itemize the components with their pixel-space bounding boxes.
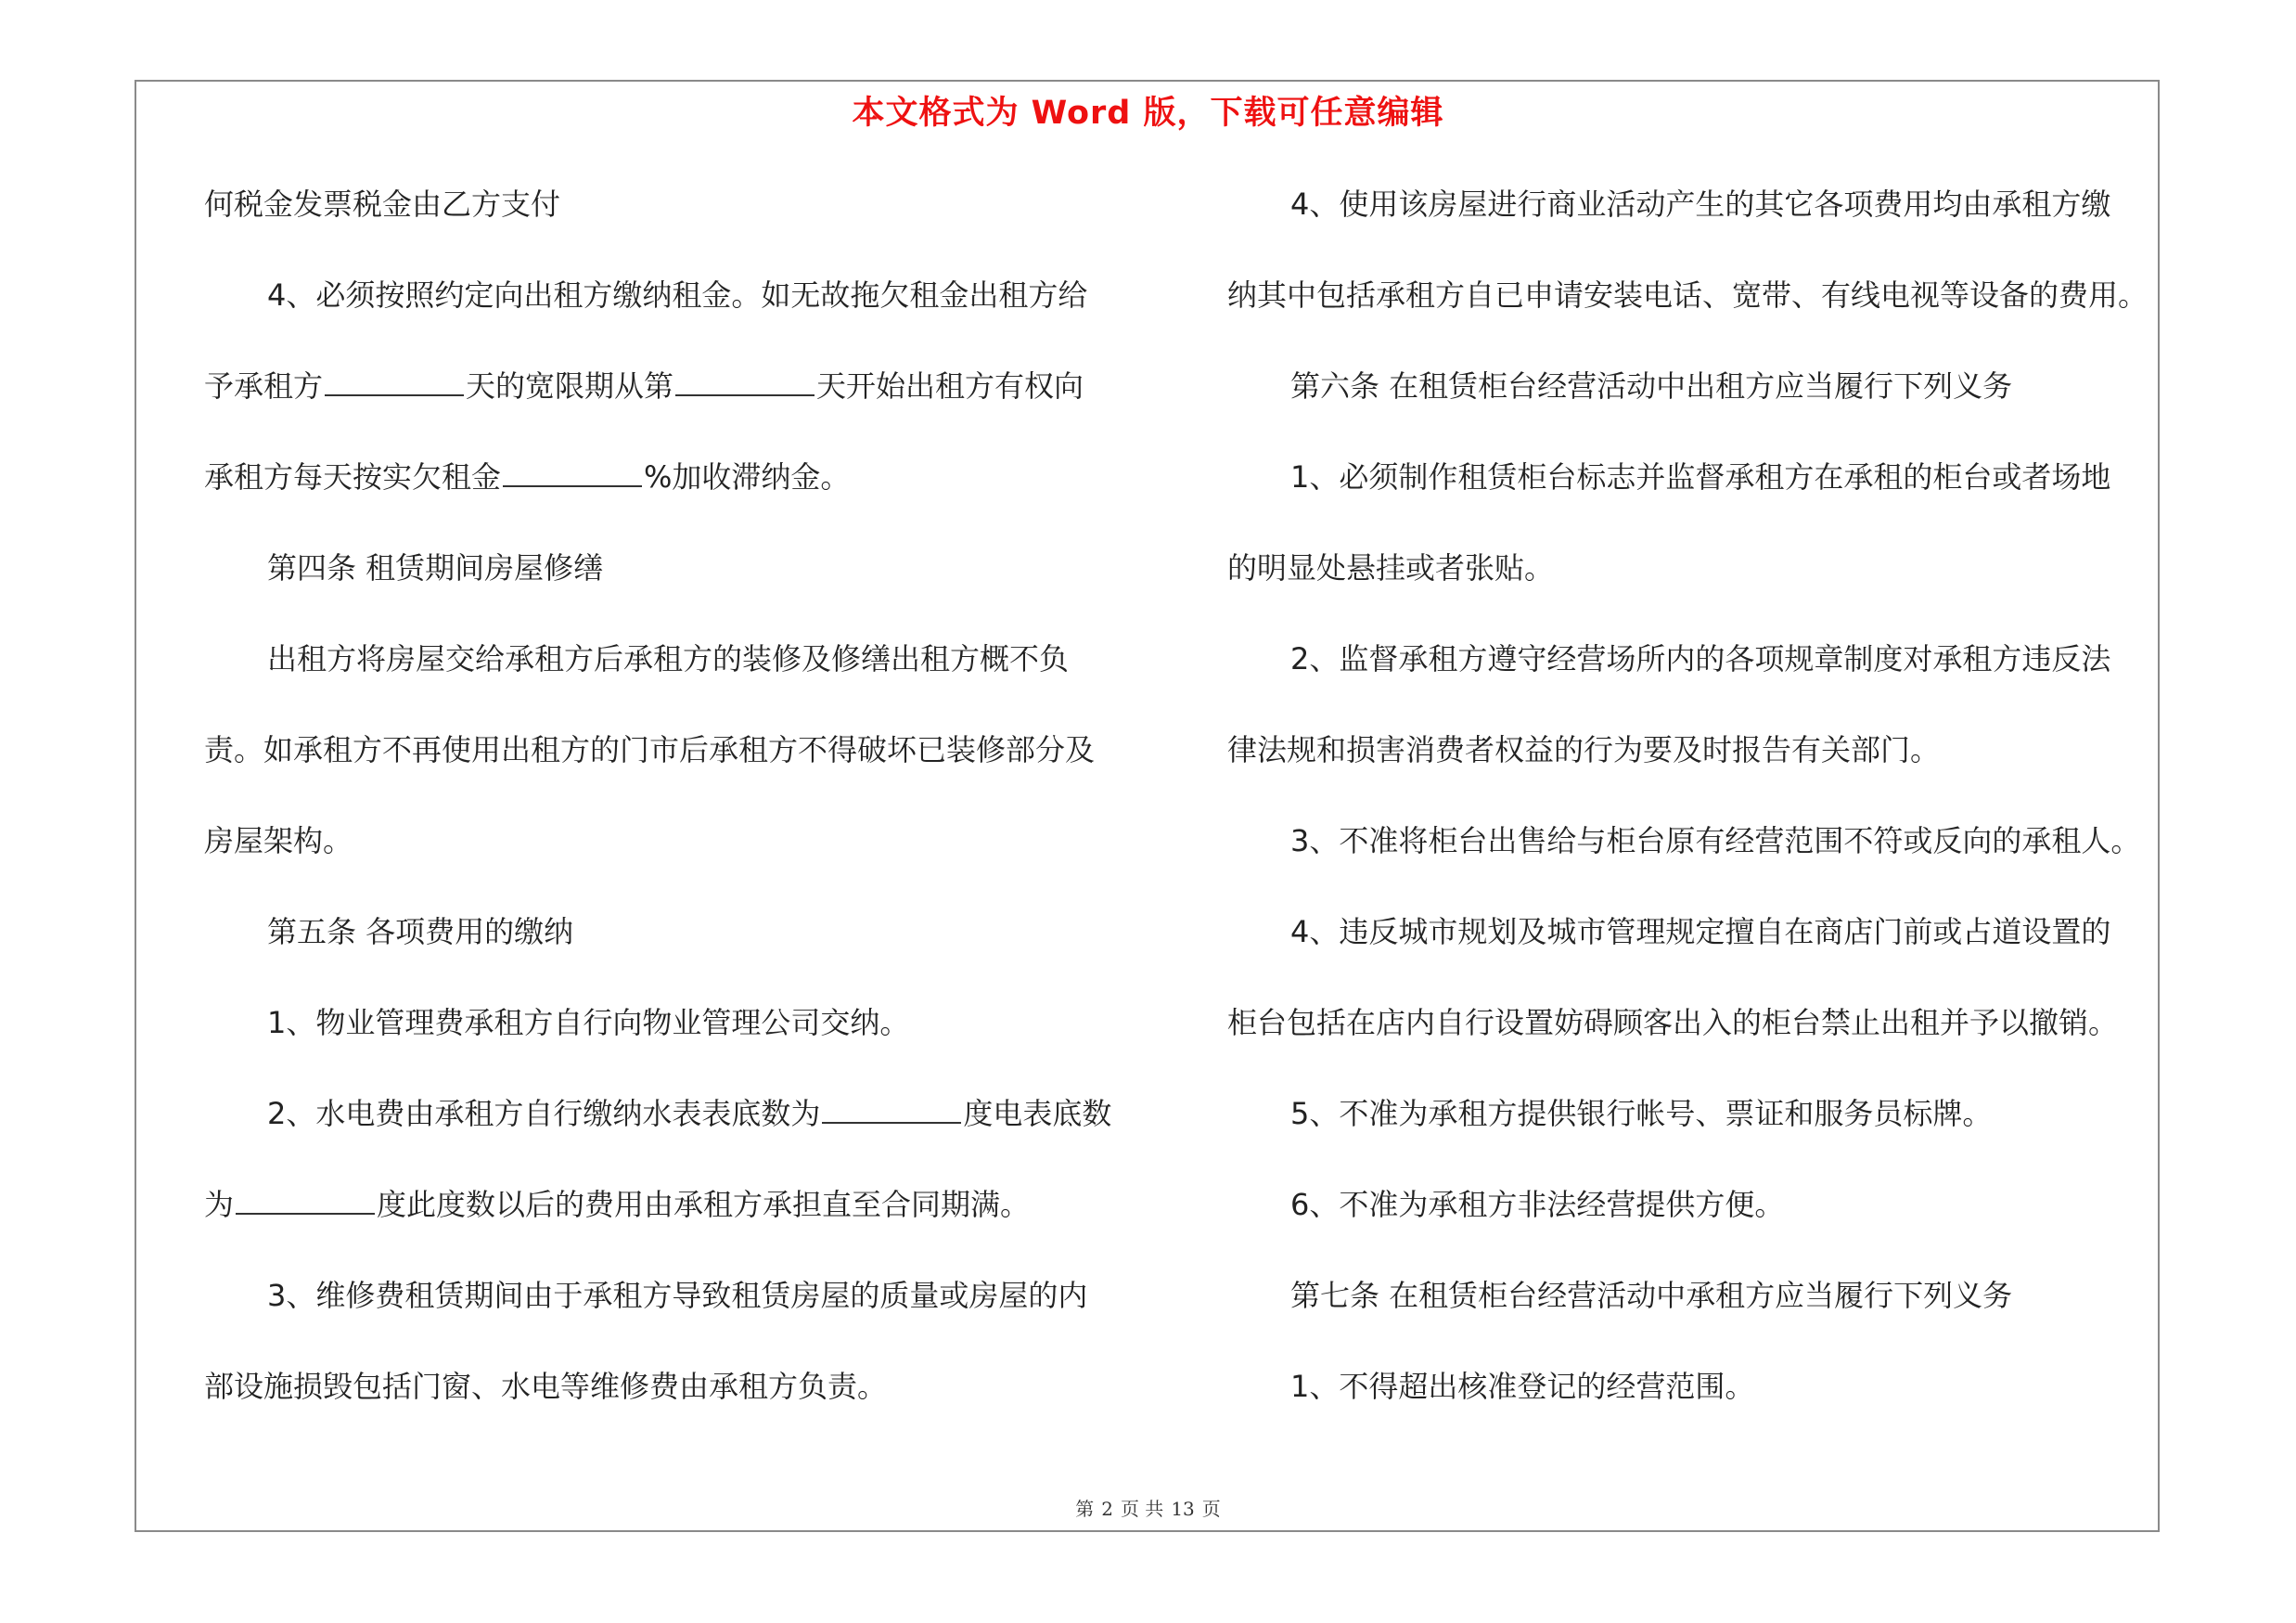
fill-in-blank (503, 457, 642, 487)
document-banner: 本文格式为 Word 版，下载可任意编辑 (852, 95, 1444, 132)
page-number: 2 (1101, 1498, 1113, 1520)
text-line: 部设施损毁包括门窗、水电等维修费由承租方负责。 (204, 1369, 888, 1404)
section-heading: 第五条 各项费用的缴纳 (267, 914, 574, 949)
fill-in-blank (236, 1185, 375, 1215)
fill-in-blank (675, 367, 815, 396)
text-line: 律法规和损害消费者权益的行为要及时报告有关部门。 (1227, 732, 1941, 767)
text-line (204, 1184, 1030, 1225)
fill-in-blank (325, 367, 464, 396)
text-span: 度此度数以后的费用由承租方承担直至合同期满。 (377, 1187, 1031, 1222)
section-heading: 第七条 在租赁柜台经营活动中承租方应当履行下列义务 (1290, 1278, 2013, 1313)
text-line: 1、必须制作租赁柜台标志并监督承租方在承租的柜台或者场地 (1290, 459, 2111, 495)
section-heading: 第六条 在租赁柜台经营活动中出租方应当履行下列义务 (1290, 368, 2013, 404)
text-line: 4、违反城市规划及城市管理规定擅自在商店门前或占道设置的 (1290, 914, 2111, 949)
text-line: 4、使用该房屋进行商业活动产生的其它各项费用均由承租方缴 (1290, 187, 2111, 222)
text-line (267, 1093, 1111, 1134)
text-line: 1、物业管理费承租方自行向物业管理公司交纳。 (267, 1005, 910, 1040)
text-span: 为 (204, 1187, 235, 1222)
text-span: 予承租方 (204, 368, 324, 404)
text-line: 房屋架构。 (204, 823, 353, 858)
footer-prefix: 第 (1075, 1498, 1095, 1520)
footer-middle: 页 共 (1120, 1498, 1164, 1520)
text-line: 1、不得超出核准登记的经营范围。 (1290, 1369, 1755, 1404)
total-pages: 13 (1171, 1498, 1195, 1520)
text-line: 4、必须按照约定向出租方缴纳租金。如无故拖欠租金出租方给 (267, 277, 1088, 313)
text-line: 柜台包括在店内自行设置妨碍顾客出入的柜台禁止出租并予以撤销。 (1227, 1005, 2119, 1040)
text-line: 5、不准为承租方提供银行帐号、票证和服务员标牌。 (1290, 1096, 1993, 1131)
text-line: 何税金发票税金由乙方支付 (204, 187, 561, 222)
section-heading: 第四条 租赁期间房屋修缮 (267, 550, 604, 586)
fill-in-blank (822, 1094, 961, 1124)
text-line: 的明显处悬挂或者张贴。 (1227, 550, 1555, 586)
text-span: %加收滞纳金。 (644, 459, 851, 495)
page-footer (0, 1494, 2296, 1521)
text-line: 责。如承租方不再使用出租方的门市后承租方不得破坏已装修部分及 (204, 732, 1096, 767)
text-line: 出租方将房屋交给承租方后承租方的装修及修缮出租方概不负 (267, 641, 1070, 676)
text-span: 承租方每天按实欠租金 (204, 459, 502, 495)
text-span: 天开始出租方有权向 (816, 368, 1084, 404)
footer-suffix: 页 (1201, 1498, 1221, 1520)
text-span: 天的宽限期从第 (466, 368, 674, 404)
text-line: 3、不准将柜台出售给与柜台原有经营范围不符或反向的承租人。 (1290, 823, 2141, 858)
text-line: 纳其中包括承租方自已申请安装电话、宽带、有线电视等设备的费用。 (1227, 277, 2148, 313)
text-line (204, 457, 850, 497)
text-line: 3、维修费租赁期间由于承租方导致租赁房屋的质量或房屋的内 (267, 1278, 1088, 1313)
text-span: 2、水电费由承租方自行缴纳水表表底数为 (267, 1096, 821, 1131)
text-span: 度电表底数 (963, 1096, 1112, 1131)
text-line: 2、监督承租方遵守经营场所内的各项规章制度对承租方违反法 (1290, 641, 2111, 676)
text-line: 6、不准为承租方非法经营提供方便。 (1290, 1187, 1785, 1222)
text-line (204, 366, 1084, 406)
